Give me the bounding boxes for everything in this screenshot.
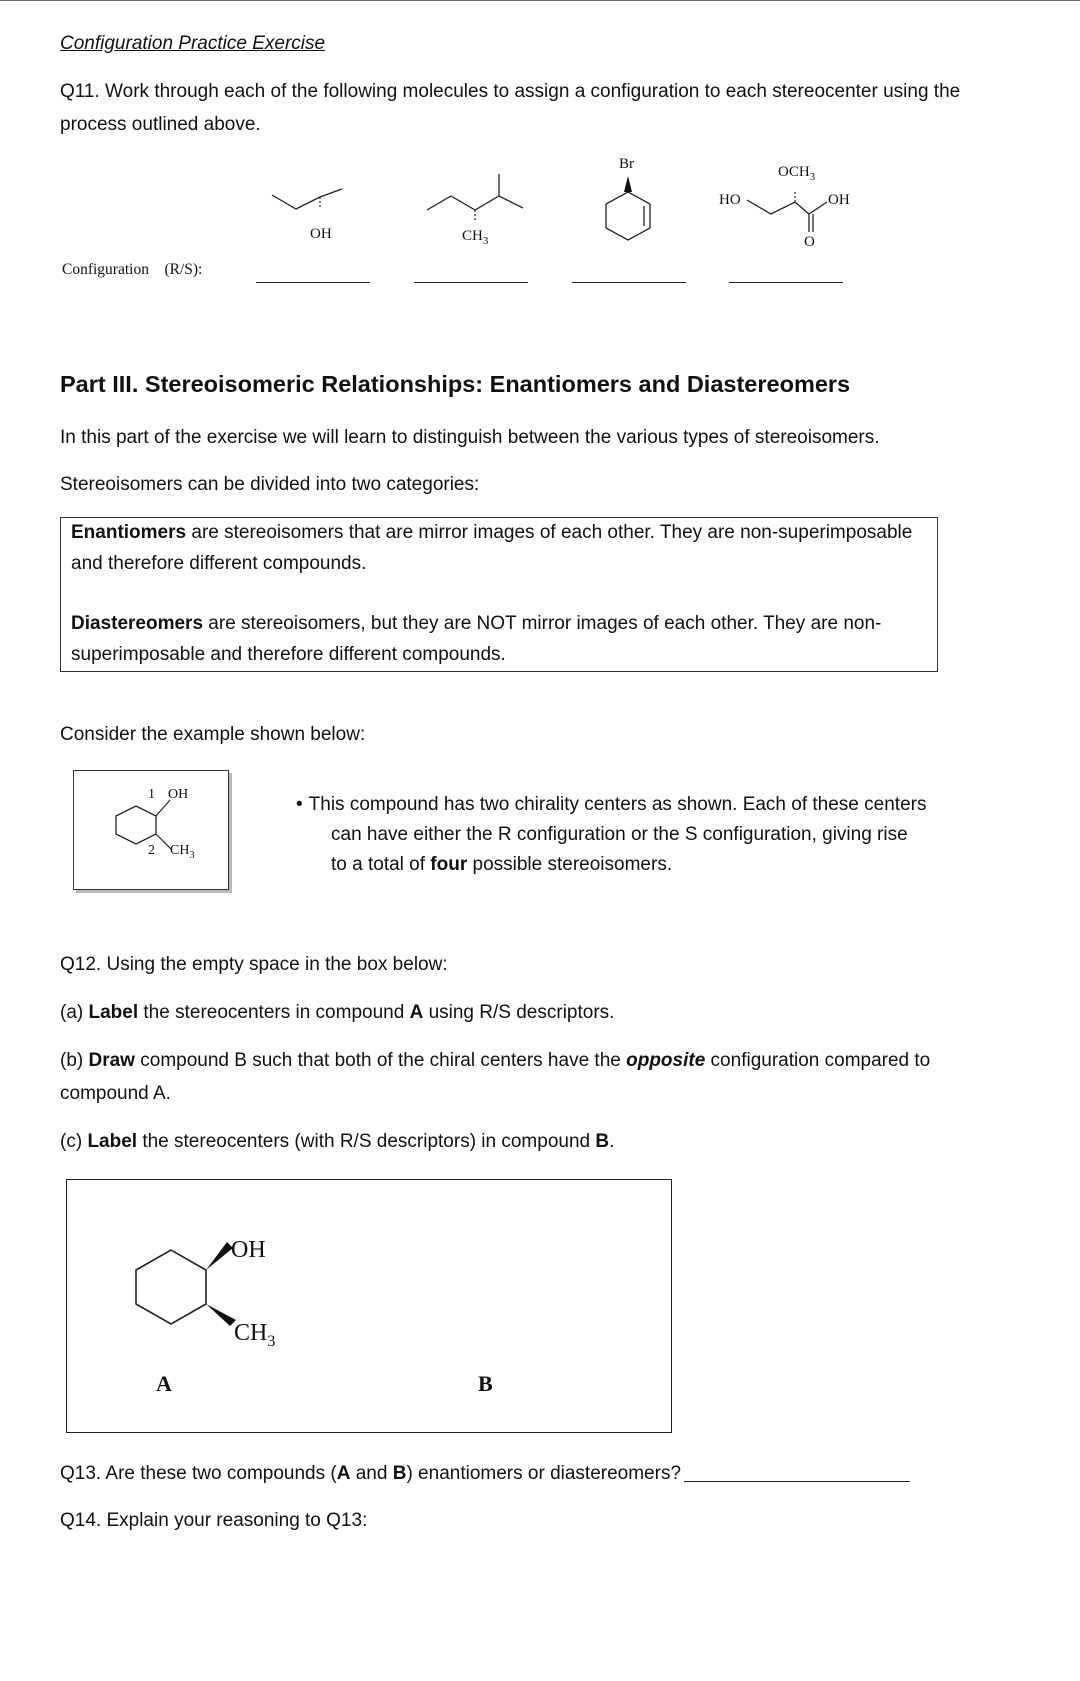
part3-intro: In this part of the exercise we will learn to distinguish between the various types of stereoisomers. — [60, 427, 880, 448]
q11-line2: process outlined above. — [60, 114, 261, 135]
answer-blank-3[interactable] — [572, 282, 686, 283]
molecule-1-oh-label: OH — [310, 226, 332, 242]
bullet-line2: can have either the R configuration or the S configuration, giving rise — [331, 824, 908, 845]
answer-blank-4[interactable] — [729, 282, 843, 283]
example-center-2: 2 — [148, 843, 155, 858]
part3-heading: Part III. Stereoisomeric Relationships: Enantiomers and Diastereomers — [60, 371, 851, 397]
bullet-line1: • This compound has two chirality centers as shown. Each of these centers — [296, 794, 927, 815]
compound-a-label: A — [156, 1371, 172, 1396]
molecule-4-ho-label: HO — [719, 192, 741, 208]
molecule-3-structure — [600, 172, 660, 252]
q11-line1: Q11. Work through each of the following molecules to assign a configuration to each stereocenter using the — [60, 81, 961, 102]
molecule-4-structure — [745, 182, 835, 242]
page-title: Configuration Practice Exercise — [60, 33, 326, 54]
molecule-4-och3-label: $OCH_3$ — [778, 164, 816, 183]
enantiomers-def-line2: and therefore different compounds. — [71, 553, 367, 574]
consider-text: Consider the example shown below: — [60, 724, 366, 745]
q12-part-b-line1: (b) Draw compound B such that both of the chiral centers have the opposite configuration compared to — [60, 1050, 931, 1071]
part3-categories: Stereoisomers can be divided into two categories: — [60, 474, 480, 495]
q13-answer-blank[interactable] — [684, 1481, 910, 1482]
top-rule — [0, 0, 1080, 1]
compound-b-label: B — [478, 1371, 493, 1396]
enantiomers-def-line1: Enantiomers are stereoisomers that are mirror images of each other. They are non-superimposable — [71, 522, 913, 543]
diastereomers-def-line1: Diastereomers are stereoisomers, but they are NOT mirror images of each other. They are non- — [71, 613, 882, 634]
config-label: Configuration (R/S): — [62, 261, 203, 278]
diastereomers-def-line2: superimposable and therefore different compounds. — [71, 644, 506, 665]
q14-question: Q14. Explain your reasoning to Q13: — [60, 1510, 368, 1531]
answer-blank-2[interactable] — [414, 282, 528, 283]
answer-blank-1[interactable] — [256, 282, 370, 283]
q12-part-b-line2: compound A. — [60, 1083, 171, 1104]
example-oh-label: OH — [168, 787, 189, 802]
molecule-2-structure — [425, 170, 535, 230]
q12-part-c: (c) Label the stereocenters (with R/S descriptors) in compound B. — [60, 1131, 615, 1152]
compound-a-ch3-label: $CH_3$ — [234, 1320, 276, 1350]
molecule-2-ch3-label: $CH_3$ — [462, 228, 489, 247]
molecule-3-br-label: Br — [619, 156, 634, 172]
compound-a-oh-label: OH — [231, 1237, 266, 1263]
bullet-line3: to a total of four possible stereoisomers. — [331, 854, 673, 875]
q13-question: Q13. Are these two compounds (A and B) enantiomers or diastereomers? — [60, 1463, 682, 1484]
q12-part-a: (a) Label the stereocenters in compound A using R/S descriptors. — [60, 1002, 615, 1023]
molecule-4-o-label: O — [804, 234, 815, 250]
example-ch3-label: $CH_3$ — [170, 843, 195, 861]
q12-intro: Q12. Using the empty space in the box below: — [60, 954, 448, 975]
example-center-1: 1 — [148, 787, 155, 802]
molecule-4-oh-label: OH — [828, 192, 850, 208]
